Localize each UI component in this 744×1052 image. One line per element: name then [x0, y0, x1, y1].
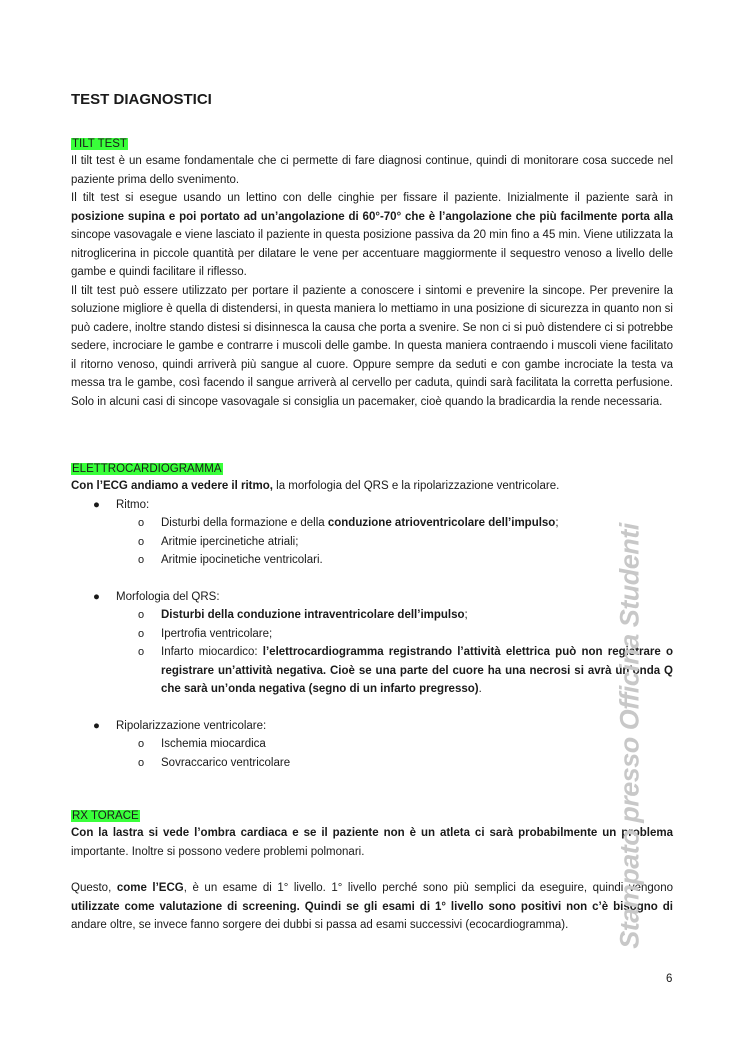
rx-p2-e: andare oltre, se invece fanno sorgere dei dubbi si passa ad esami successivi (ecocardiogramma). [71, 919, 569, 931]
ripol-item-1-text: Ischemia miocardica [161, 738, 266, 750]
list-item-ripolarizzazione [71, 717, 673, 773]
bullet-icon: ● [93, 719, 100, 732]
qrs-sublist [116, 606, 673, 699]
ritmo-item-1-end: ; [555, 517, 559, 529]
qrs-item-3-end: . [478, 683, 482, 695]
ritmo-item-3-text: Aritmie ipocinetiche ventricolari. [161, 554, 323, 566]
tilt-paragraph-3: Il tilt test può essere utilizzato per portare il paziente a conoscere i sintomi e prevenire la sincope. Per prevenire la soluzione migliore è quella di distendersi, in questa maniera lo mettiamo in una posizione di sicurezza in quanto non si può cadere, inoltre stando distesi si disinnesca la causa che porta a svenire. Se non ci si può distendere ci si potrebbe sedere, incrociare le gambe e contrarre i muscoli delle gambe. In questa maniera contraendo i muscoli viene facilitato il ritorno venoso, quindi arriverà più sangue al cuore. Oppure sempre da seduti e con gambe incrociate la testa va messa tra le gambe, così facendo il sangue arriverà al cervello per caduta, quindi sarà facilitata la corretta perfusione. Solo in alcuni casi di sincope vasovagale si consiglia un pacemaker, cioè quando la bradicardia la rende necessaria. [71, 284, 673, 408]
watermark-text: Stampato presso Officina Studenti [614, 523, 645, 949]
ecg-list [71, 496, 673, 773]
rx-p2-a: Questo, [71, 882, 117, 894]
circle-bullet-icon: o [138, 517, 145, 529]
circle-bullet-icon: o [138, 535, 145, 548]
page-number: 6 [666, 973, 673, 985]
watermark [604, 523, 656, 949]
list-item [116, 551, 673, 570]
tilt-paragraph-1: Il tilt test è un esame fondamentale che ci permette di fare diagnosi continue, quindi di monitorare cosa succede nel paziente prima dello svenimento. [71, 155, 673, 186]
document-page [71, 0, 673, 1052]
qrs-item-1-end: ; [464, 609, 468, 621]
circle-bullet-icon: o [138, 738, 145, 750]
ritmo-sublist [116, 514, 673, 570]
circle-bullet-icon: o [138, 554, 145, 566]
page-title: TEST DIAGNOSTICI [71, 91, 212, 108]
qrs-item-3-bold: l’elettrocardiogramma registrando l’attività elettrica può non registrare o registrare un’attività negativa. Cioè se una parte del cuore ha una necrosi si avrà un’onda Q che sarà un’onda negativa (segno di un infarto pregresso) [161, 646, 673, 695]
list-item [116, 735, 673, 754]
tilt-p2-bold: posizione supina e poi portato ad un’angolazione di 60°-70° che è l’angolazione che più facilmente porta alla [71, 210, 673, 223]
ritmo-item-1-text: Disturbi della formazione e della [161, 517, 328, 529]
tilt-p2-text-c: sincope vasovagale e viene lasciato il paziente in questa posizione passiva da 20 min fino a 45 min. Viene utilizzata la nitroglicerina in piccole quantità per dilatare le vene per accentuare maggiormente il sequestro venoso a livello delle gambe e quindi facilitare il riflesso. [71, 229, 673, 278]
rx-p1-bold: Con la lastra si vede l’ombra cardiaca e se il paziente non è un atleta ci sarà probabilmente un problema [71, 827, 673, 839]
qrs-label: Morfologia del QRS: [116, 590, 220, 603]
tilt-p2-text-a: Il tilt test si esegue usando un lettino con delle cinghie per fissare il paziente. Inizialmente il paziente sarà in [71, 192, 673, 204]
bullet-icon: ● [93, 590, 100, 603]
ritmo-item-2-text: Aritmie ipercinetiche atriali; [161, 535, 299, 548]
circle-bullet-icon: o [138, 627, 145, 640]
rx-p1-rest: importante. Inoltre si possono vedere problemi polmonari. [71, 845, 365, 858]
qrs-item-1-bold: Disturbi della conduzione intraventricolare dell’impulso [161, 609, 465, 621]
rx-paragraph-1 [71, 824, 673, 861]
list-item-qrs [71, 588, 673, 717]
rx-paragraph-2 [71, 879, 673, 935]
circle-bullet-icon: o [138, 609, 145, 621]
section-heading-tilt-test [71, 134, 128, 152]
circle-bullet-icon: o [138, 756, 145, 769]
list-item [116, 625, 673, 644]
rx-highlight: RX TORACE [72, 810, 139, 822]
list-item [116, 606, 673, 625]
list-item [116, 533, 673, 552]
ecg-intro-rest: la morfologia del QRS e la ripolarizzazione ventricolare. [272, 480, 560, 492]
list-item [116, 643, 673, 699]
rx-body [71, 824, 673, 935]
list-item [116, 754, 673, 773]
tilt-test-body [71, 152, 673, 411]
rx-p2-b: come l’ECG [116, 882, 184, 894]
tilt-test-highlight: TILT TEST [72, 138, 127, 150]
ecg-intro-bold: Con l’ECG andiamo a vedere il ritmo, [71, 480, 273, 492]
ritmo-item-1-bold: conduzione atrioventricolare dell’impulso [327, 517, 556, 529]
list-item-ritmo [71, 496, 673, 588]
rx-p2-d: utilizzate come valutazione di screening. Quindi se gli esami di 1° livello sono positivi non c’è bisogno di [71, 900, 673, 913]
ripol-sublist [116, 735, 673, 772]
ecg-intro [71, 477, 673, 496]
rx-p2-c: , è un esame di 1° livello. 1° livello perché sono più semplici da eseguire, quindi vengono [183, 882, 673, 894]
section-heading-ecg [71, 459, 223, 477]
ecg-body [71, 477, 673, 772]
ripol-item-2-text: Sovraccarico ventricolare [161, 756, 291, 769]
circle-bullet-icon: o [138, 646, 145, 658]
ripol-label: Ripolarizzazione ventricolare: [116, 719, 267, 732]
list-item [116, 514, 673, 533]
qrs-item-2-text: Ipertrofia ventricolare; [161, 627, 273, 640]
bullet-icon: ● [93, 498, 100, 511]
ecg-highlight: ELETTROCARDIOGRAMMA [72, 463, 222, 475]
section-heading-rx-torace [71, 806, 140, 824]
qrs-item-3-text: Infarto miocardico: [161, 646, 263, 658]
tilt-paragraph-2 [71, 189, 673, 282]
ritmo-label: Ritmo: [116, 498, 150, 511]
